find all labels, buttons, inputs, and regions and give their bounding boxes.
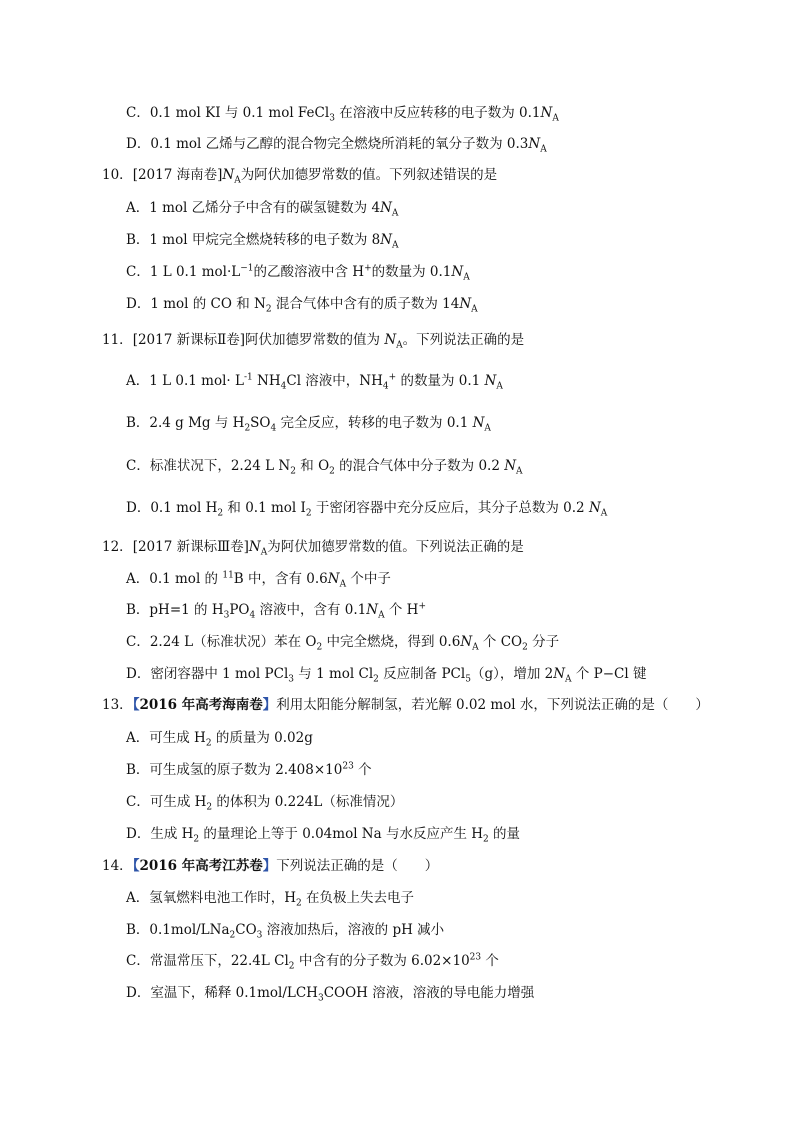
q10-option-a: A．1 mol 乙烯分子中含有的碳氢键数为 $4N_A$ — [126, 200, 399, 219]
q12-option-a: A．0.1 mol 的 $^{11}$B 中，含有 $0.6N_A$ 个中子 — [126, 570, 391, 590]
q14-option-a: A．氢氧燃料电池工作时，$H_2$ 在负极上失去电子 — [126, 890, 415, 909]
q14-option-d: D．室温下，稀释 $0.1mol/LCH_3COOH$ 溶液，溶液的导电能力增强 — [126, 985, 535, 1004]
q11-option-c: C．标准状况下，2.24 L $N_2$ 和 $O_2$ 的混合气体中分子数为 0.2 $N_A$ — [126, 458, 523, 477]
q11-option-d: D．0.1 mol $H_2$ 和 0.1 mol $I_2$ 于密闭容器中充分反应后，其分子总数为 0.2 $N_A$ — [126, 500, 608, 519]
q13-option-b: B．可生成氢的原子数为 $2.408\times 10^{23}$ 个 — [126, 761, 372, 778]
q13-option-c: C．可生成 $H_2$ 的体积为 0.224L（标准情况） — [126, 794, 404, 813]
q9-option-d: D．0.1 mol 乙烯与乙醇的混合物完全燃烧所消耗的氧分子数为 $0.3N_A$ — [126, 136, 547, 155]
q14-option-b: B．$0.1mol/LNa_2CO_3$ 溶液加热后，溶液的 pH 减小 — [126, 922, 445, 941]
q10-option-c: C．1 L 0.1 $mol\cdot L^{-1}$的乙酸溶液中含 H+的数量为 $0.1N_A$ — [126, 263, 470, 283]
q12-option-d: D．密闭容器中 1 mol PCl$_3$ 与 1 mol $Cl_2$ 反应制备 PCl$_5$（g），增加 $2N_A$ 个 P−Cl 键 — [126, 666, 647, 685]
question-12-stem: 12．[2017 新课标Ⅲ卷]$N_A$为阿伏加德罗常数的值。下列说法正确的是 — [102, 539, 524, 558]
question-14-stem: 14．【2016 年高考江苏卷】下列说法正确的是（ ） — [102, 858, 439, 874]
question-11-stem: 11．[2017 新课标Ⅱ卷]阿伏加德罗常数的值为 $N_A$。下列说法正确的是 — [102, 332, 525, 351]
q13-option-a: A．可生成 $H_2$ 的质量为 0.02g — [126, 730, 313, 749]
q11-option-a: A．1 L 0.1 $mol\cdot L^{-1}$ $NH_4Cl$ 溶液中，$NH_4^+$ 的数量为 0.1 $N_A$ — [126, 372, 503, 392]
q10-option-d: D．1 mol 的 CO 和 $N_2$ 混合气体中含有的质子数为 $14N_A$ — [126, 296, 478, 315]
q12-option-b: B．pH=1 的 $H_3PO_4$ 溶液中，含有 $0.1N_A$ 个 H+ — [126, 601, 426, 621]
q13-option-d: D．生成 $H_2$ 的量理论上等于 0.04mol Na 与水反应产生 $H_2$ 的量 — [126, 826, 521, 845]
question-10-stem: 10．[2017 海南卷]$N_A$为阿伏加德罗常数的值。下列叙述错误的是 — [102, 167, 498, 186]
q12-option-c: C．2.24 L（标准状况）苯在 $O_2$ 中完全燃烧，得到 $0.6N_A$ 个 $CO_2$ 分子 — [126, 634, 560, 653]
question-13-stem: 13．【2016 年高考海南卷】利用太阳能分解制氢，若光解 0.02 mol 水，下列说法正确的是（ ） — [102, 697, 709, 713]
q10-option-b: B．1 mol 甲烷完全燃烧转移的电子数为 $8N_A$ — [126, 232, 399, 251]
q11-option-b: B．2.4 g Mg 与 $H_2SO_4$ 完全反应，转移的电子数为 0.1 $N_A$ — [126, 415, 491, 434]
q14-option-c: C．常温常压下，22.4L $Cl_2$ 中含有的分子数为 $6.02\times 10^{23}$ 个 — [126, 952, 499, 972]
q9-option-c: C．0.1 mol KI 与 0.1 mol FeCl$_3$ 在溶液中反应转移的电子数为 $0.1N_A$ — [126, 105, 559, 124]
